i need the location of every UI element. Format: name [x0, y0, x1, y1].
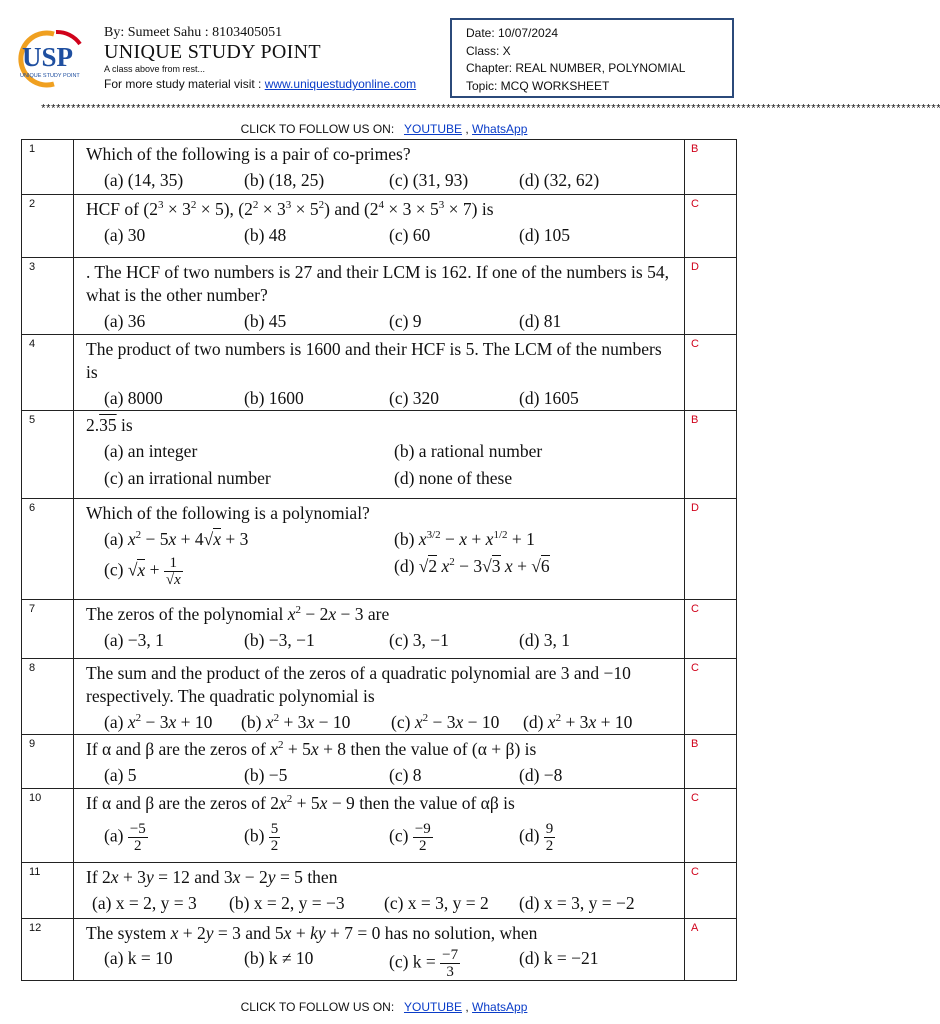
answer-key: B — [685, 140, 737, 195]
question-number: 9 — [22, 735, 74, 789]
option-d: (d) (32, 62) — [519, 170, 600, 190]
question-table — [21, 139, 737, 981]
option-c — [389, 821, 519, 854]
question-row — [22, 499, 737, 600]
options — [86, 169, 676, 192]
option-a: (a) 30 — [104, 225, 146, 245]
answer-key: A — [685, 919, 737, 981]
stem-text: is — [481, 199, 494, 219]
question-content — [74, 919, 685, 981]
option-c: (c) $x^2 - 3x - 10$ — [391, 712, 500, 732]
question-row — [22, 863, 737, 919]
fraction: $\frac{-7}{3}$ — [442, 947, 459, 980]
tagline: A class above from rest... — [104, 64, 206, 74]
question-stem — [86, 414, 676, 437]
option-d: (d) $x^2 + 3x + 10$ — [523, 712, 633, 732]
option-a: (a) x = 2, y = 3 — [92, 893, 197, 913]
question-stem: The product of two numbers is 1600 and their HCF is 5. The LCM of the numbers is — [86, 339, 662, 382]
option-text: (c) k = — [389, 951, 436, 972]
option-a: (a) (14, 35) — [104, 170, 184, 190]
follow-bar-bottom — [0, 1000, 768, 1014]
info-class: Class: X — [466, 43, 511, 58]
question-number: 5 — [22, 411, 74, 499]
option-b: (b) x = 2, y = −3 — [229, 893, 345, 913]
logo-subtext: UNIQUE STUDY POINT — [20, 73, 80, 79]
options — [86, 528, 676, 588]
option-a: (a) $x^2 - 5x + 4√x + 3$ — [104, 529, 249, 549]
stem-text: are — [367, 604, 390, 624]
option-c: (c) 9 — [389, 311, 422, 331]
question-number: 6 — [22, 499, 74, 600]
option-c — [389, 947, 519, 980]
options — [86, 764, 676, 787]
option-b: (b) 45 — [244, 311, 287, 331]
youtube-link[interactable]: YOUTUBE — [403, 1000, 462, 1014]
question-row — [22, 195, 737, 258]
answer-key: B — [685, 411, 737, 499]
question-content — [74, 411, 685, 499]
stem-text: is — [121, 415, 133, 435]
question-number: 12 — [22, 919, 74, 981]
fraction: $\frac{9}{2}$ — [545, 821, 554, 854]
question-stem: If α and β are the zeros of $x^2 + 5x + 8$ then the value of (α + β) is — [86, 739, 537, 759]
stem-text: and — [194, 867, 220, 887]
logo-text: USP — [22, 42, 74, 72]
option-d — [519, 821, 639, 854]
option-label: (b) — [241, 712, 262, 732]
question-row — [22, 411, 737, 499]
question-row — [22, 735, 737, 789]
question-content — [74, 195, 685, 258]
info-chapter: Chapter: REAL NUMBER, POLYNOMIAL — [466, 61, 686, 75]
option-label: (c) — [391, 712, 411, 732]
visit-prefix: For more study material visit : — [104, 77, 265, 91]
question-content — [74, 140, 685, 195]
follow-prefix: CLICK TO FOLLOW US ON: — [240, 1000, 395, 1014]
option-b: (b) −3, −1 — [244, 630, 315, 650]
option-a: (a) $x^2 - 3x + 10$ — [104, 712, 213, 732]
option-label: (b) — [394, 529, 415, 549]
option-a: (a) k = 10 — [104, 948, 173, 968]
option-label: (c) — [104, 559, 124, 580]
option-b: (b) 1600 — [244, 388, 304, 408]
question-number: 1 — [22, 140, 74, 195]
author-line: By: Sumeet Sahu : 8103405051 — [104, 25, 283, 40]
options — [86, 892, 676, 915]
option-d: (d) 81 — [519, 311, 562, 331]
star-divider: ************************************************************************************************************************************************************************************ — [40, 104, 940, 116]
stem-text: If α and β are the zeros of — [86, 739, 266, 759]
option-b: (b) (18, 25) — [244, 170, 325, 190]
question-row — [22, 258, 737, 335]
option-b: (b) a rational number — [394, 441, 543, 461]
answer-key: C — [685, 195, 737, 258]
option-label: (a) — [104, 712, 124, 732]
follow-prefix: CLICK TO FOLLOW US ON: — [240, 122, 395, 136]
option-b: (b) $x^2 + 3x - 10$ — [241, 712, 351, 732]
option-b: (b) $x^{3/2} - x + x^{1/2} + 1$ — [394, 529, 535, 549]
option-b: (b) 48 — [244, 225, 287, 245]
option-c: (c) 3, −1 — [389, 630, 449, 650]
youtube-link[interactable]: YOUTUBE — [403, 122, 462, 136]
option-d: (d) x = 3, y = −2 — [519, 893, 635, 913]
stem-text: 2. — [86, 415, 100, 435]
question-row — [22, 140, 737, 195]
fraction: $\frac{5}{2}$ — [270, 821, 279, 854]
option-c: (c) x = 3, y = 2 — [384, 893, 489, 913]
options — [86, 947, 676, 980]
option-d: (d) √2 $x^2 - 3√3$ x + √6 — [394, 556, 550, 576]
question-number: 11 — [22, 863, 74, 919]
question-stem: HCF of $(2^3 \times 3^2 \times 5)$, $(2^2 \times 3^3 \times 5^2)$ and $(2^4 \times 3 \times 5^3 \times 7)$ is — [86, 199, 494, 219]
question-number: 2 — [22, 195, 74, 258]
follow-separator: , — [465, 1000, 469, 1014]
answer-key: C — [685, 335, 737, 411]
option-b: (b) k ≠ 10 — [244, 948, 314, 968]
question-content — [74, 258, 685, 335]
stem-text: The zeros of the polynomial — [86, 604, 284, 624]
whatsapp-link[interactable]: WhatsApp — [472, 122, 528, 136]
usp-logo — [14, 28, 104, 90]
option-d: (d) 3, 1 — [519, 630, 571, 650]
option-label: (d) — [523, 712, 544, 732]
stem-text: and — [334, 199, 360, 219]
option-c: (c) 8 — [389, 765, 422, 785]
question-stem: Which of the following is a polynomial? — [86, 503, 370, 523]
option-b — [244, 821, 389, 854]
visit-line — [104, 77, 416, 91]
stem-text: If α and β are the zeros of — [86, 793, 266, 813]
options — [86, 440, 676, 490]
option-d: (d) −8 — [519, 765, 563, 785]
options — [86, 224, 676, 247]
option-c: (c) an irrational number — [104, 468, 271, 488]
question-row — [22, 919, 737, 981]
question-number: 3 — [22, 258, 74, 335]
option-label: (d) — [519, 825, 540, 846]
answer-key: C — [685, 863, 737, 919]
answer-key: D — [685, 499, 737, 600]
question-row — [22, 600, 737, 659]
answer-key: D — [685, 258, 737, 335]
fraction: $\frac{-9}{2}$ — [414, 821, 431, 854]
question-content — [74, 735, 685, 789]
options — [86, 387, 676, 410]
question-content — [74, 600, 685, 659]
recurring-digits: 35 — [99, 415, 117, 435]
question-stem: Which of the following is a pair of co-primes? — [86, 144, 411, 164]
fraction: $\frac{-5}{2}$ — [129, 821, 146, 854]
question-stem: The zeros of the polynomial $x^2 - 2x - 3$ are — [86, 604, 390, 624]
question-stem: The system x + 2y = 3 and 5x + ky + 7 = 0 has no solution, when — [86, 923, 538, 943]
option-label: (c) — [389, 825, 409, 846]
option-a — [104, 821, 244, 854]
question-content — [74, 499, 685, 600]
option-label: (b) — [244, 825, 265, 846]
option-d: (d) k = −21 — [519, 948, 599, 968]
question-number: 4 — [22, 335, 74, 411]
fraction: $\frac{1}{√x}$ — [165, 555, 181, 588]
stem-text: The system — [86, 923, 167, 943]
options — [86, 629, 676, 652]
stem-text: then the value of αβ is — [359, 793, 515, 813]
option-c: (c) 60 — [389, 225, 431, 245]
info-topic: Topic: MCQ WORKSHEET — [466, 78, 610, 93]
info-date: Date: 10/07/2024 — [466, 26, 559, 40]
option-c: (c) (31, 93) — [389, 170, 469, 190]
brand-name: UNIQUE STUDY POINT — [104, 41, 321, 63]
question-number: 8 — [22, 659, 74, 735]
option-c: (c) 320 — [389, 388, 440, 408]
option-d: (d) 1605 — [519, 388, 579, 408]
worksheet-info-box — [450, 18, 734, 98]
question-stem: If α and β are the zeros of $2x^2 + 5x - 9$ then the value of αβ is — [86, 793, 515, 813]
answer-key: C — [685, 789, 737, 863]
question-content — [74, 335, 685, 411]
whatsapp-link[interactable]: WhatsApp — [472, 1000, 528, 1014]
options — [86, 310, 676, 333]
option-a: (a) 5 — [104, 765, 137, 785]
follow-separator: , — [465, 122, 469, 136]
question-content — [74, 659, 685, 735]
stem-text: If — [86, 867, 98, 887]
stem-text: has no solution, when — [384, 923, 538, 943]
option-label: (d) — [394, 556, 415, 576]
option-b: (b) −5 — [244, 765, 288, 785]
question-content — [74, 789, 685, 863]
option-a: (a) 36 — [104, 311, 146, 331]
stem-text: and — [245, 923, 271, 943]
option-c: (c) √x + $\frac{1}{√x}$ — [104, 555, 181, 588]
option-a: (a) an integer — [104, 441, 198, 461]
answer-key: C — [685, 659, 737, 735]
question-stem: The sum and the product of the zeros of a quadratic polynomial are 3 and −10 respectively. The quadratic polynomial is — [86, 663, 631, 706]
stem-text: then the value of (α + β) is — [350, 739, 537, 759]
question-stem: If 2x + 3y = 12 and 3x − 2y = 5 then — [86, 867, 338, 887]
answer-key: B — [685, 735, 737, 789]
option-label: (a) — [104, 825, 124, 846]
options — [86, 711, 676, 734]
question-row — [22, 335, 737, 411]
question-stem: . The HCF of two numbers is 27 and their LCM is 162. If one of the numbers is 54, what is the other number? — [86, 262, 669, 305]
option-d: (d) none of these — [394, 468, 513, 488]
follow-bar-top — [0, 122, 768, 136]
option-a: (a) −3, 1 — [104, 630, 164, 650]
question-content — [74, 863, 685, 919]
option-label: (a) — [104, 529, 124, 549]
answer-key: C — [685, 600, 737, 659]
option-a: (a) 8000 — [104, 388, 163, 408]
option-d: (d) 105 — [519, 225, 571, 245]
website-link[interactable]: www.uniquestudyonline.com — [264, 77, 417, 91]
question-number: 7 — [22, 600, 74, 659]
question-row — [22, 659, 737, 735]
stem-text: then — [307, 867, 338, 887]
question-row — [22, 789, 737, 863]
options — [86, 821, 676, 854]
stem-text: HCF of — [86, 199, 139, 219]
question-number: 10 — [22, 789, 74, 863]
